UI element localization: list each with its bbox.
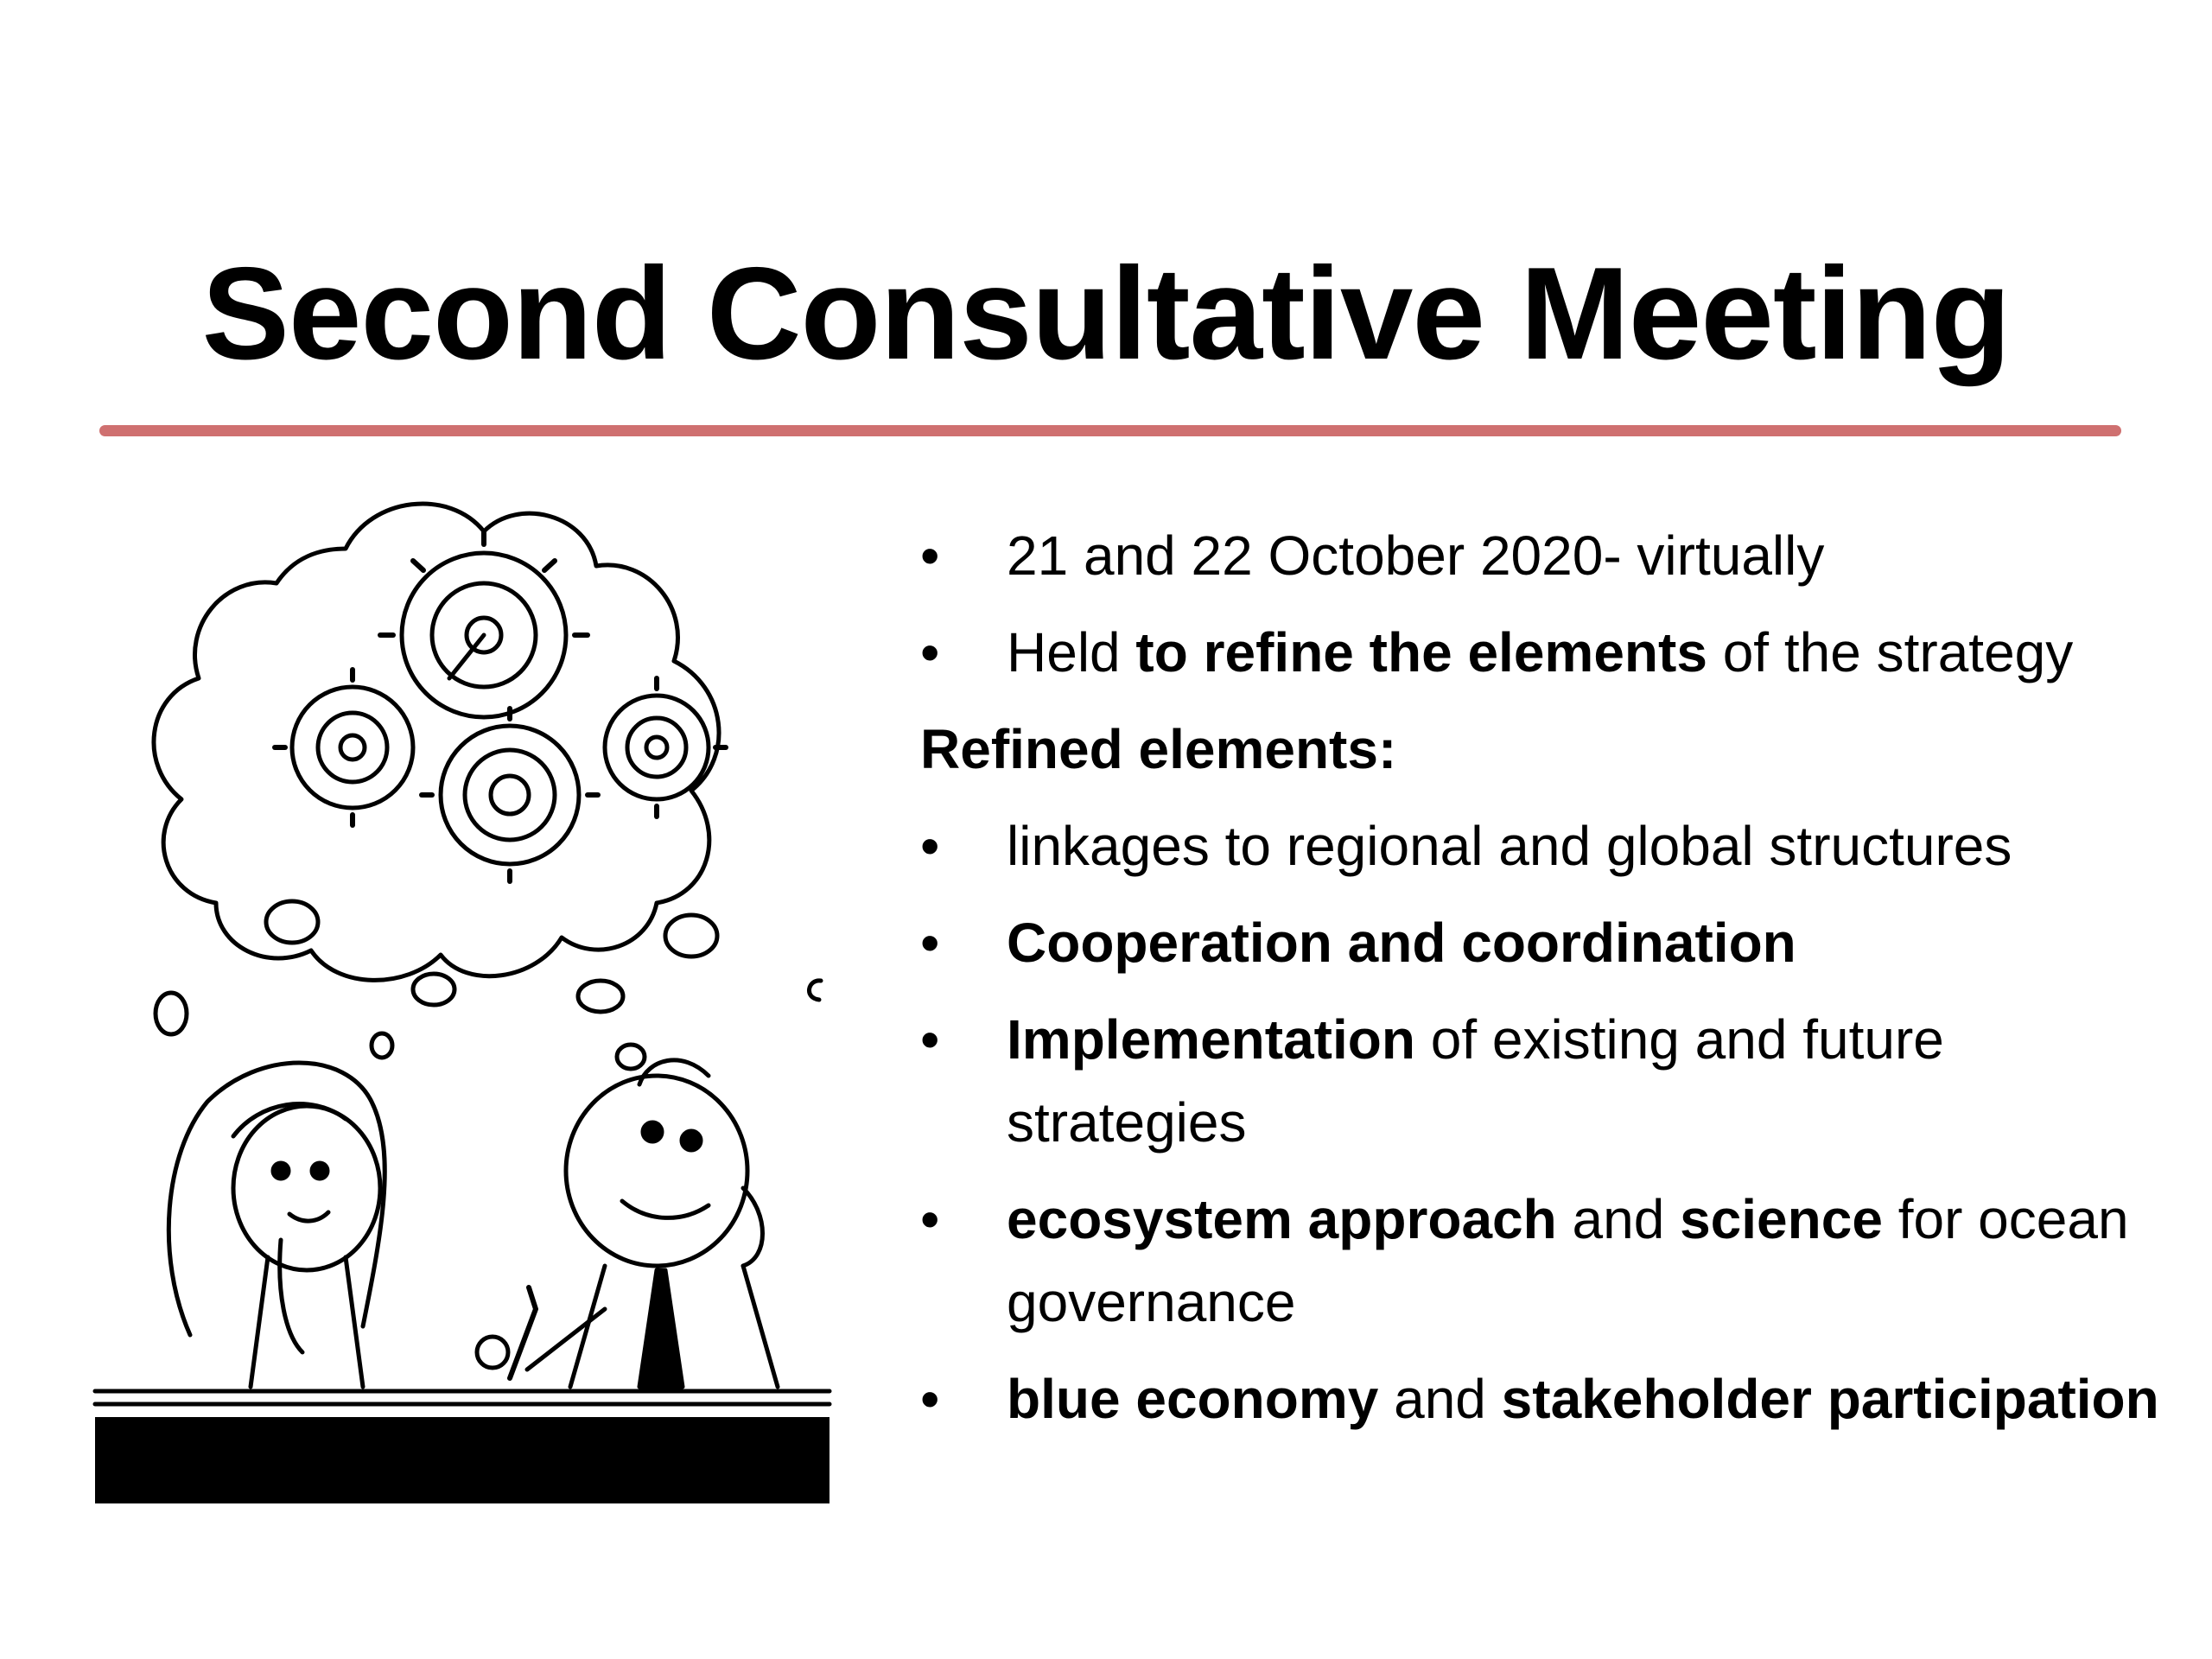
bullet-text-bold: blue economy xyxy=(1007,1368,1379,1430)
bullet-text-bold: Implementation xyxy=(1007,1008,1415,1071)
bullet-text: linkages to regional and global structures xyxy=(1007,815,2012,877)
bullet-text: of the strategy xyxy=(1707,621,2074,683)
bullet-text: and xyxy=(1378,1368,1502,1430)
bullet-icon: • xyxy=(920,621,940,683)
bullet-icon: • xyxy=(920,815,940,877)
bullet-text: of existing and future strategies xyxy=(1007,1008,1944,1154)
bullet-text: 21 and 22 October 2020- virtually xyxy=(1007,524,1825,587)
bullet-item-linkages xyxy=(920,804,2164,887)
refined-elements-heading: Refined elements: xyxy=(920,718,1397,780)
bullet-text-bold: science xyxy=(1680,1188,1883,1250)
bullet-item-purpose xyxy=(920,611,2164,694)
bullet-item-cooperation xyxy=(920,901,2164,984)
bullet-item-implementation xyxy=(920,998,2164,1164)
title-divider xyxy=(99,425,2121,436)
bullet-text-bold: to refine the elements xyxy=(1135,621,1707,683)
bullet-icon: • xyxy=(920,1188,940,1250)
bullet-item-dates xyxy=(920,514,2164,597)
bullet-icon: • xyxy=(920,524,940,587)
bullet-text: for ocean governance xyxy=(1007,1188,2129,1333)
bullet-icon: • xyxy=(920,1368,940,1430)
bullet-item-blue-economy xyxy=(920,1357,2164,1440)
bullet-text-bold: ecosystem approach xyxy=(1007,1188,1557,1250)
thinking-people-gears-illustration xyxy=(86,480,847,1529)
slide-content xyxy=(920,514,2164,1454)
bullet-text-bold: Cooperation and coordination xyxy=(1007,912,1796,974)
bullet-text: Held xyxy=(1007,621,1136,683)
bullet-item-ecosystem xyxy=(920,1178,2164,1344)
bullet-icon: • xyxy=(920,1008,940,1071)
bullet-icon: • xyxy=(920,912,940,974)
slide-title: Second Consultative Meeting xyxy=(201,240,2011,387)
bullet-text: and xyxy=(1556,1188,1681,1250)
bullet-text-bold: stakeholder participation xyxy=(1501,1368,2159,1430)
